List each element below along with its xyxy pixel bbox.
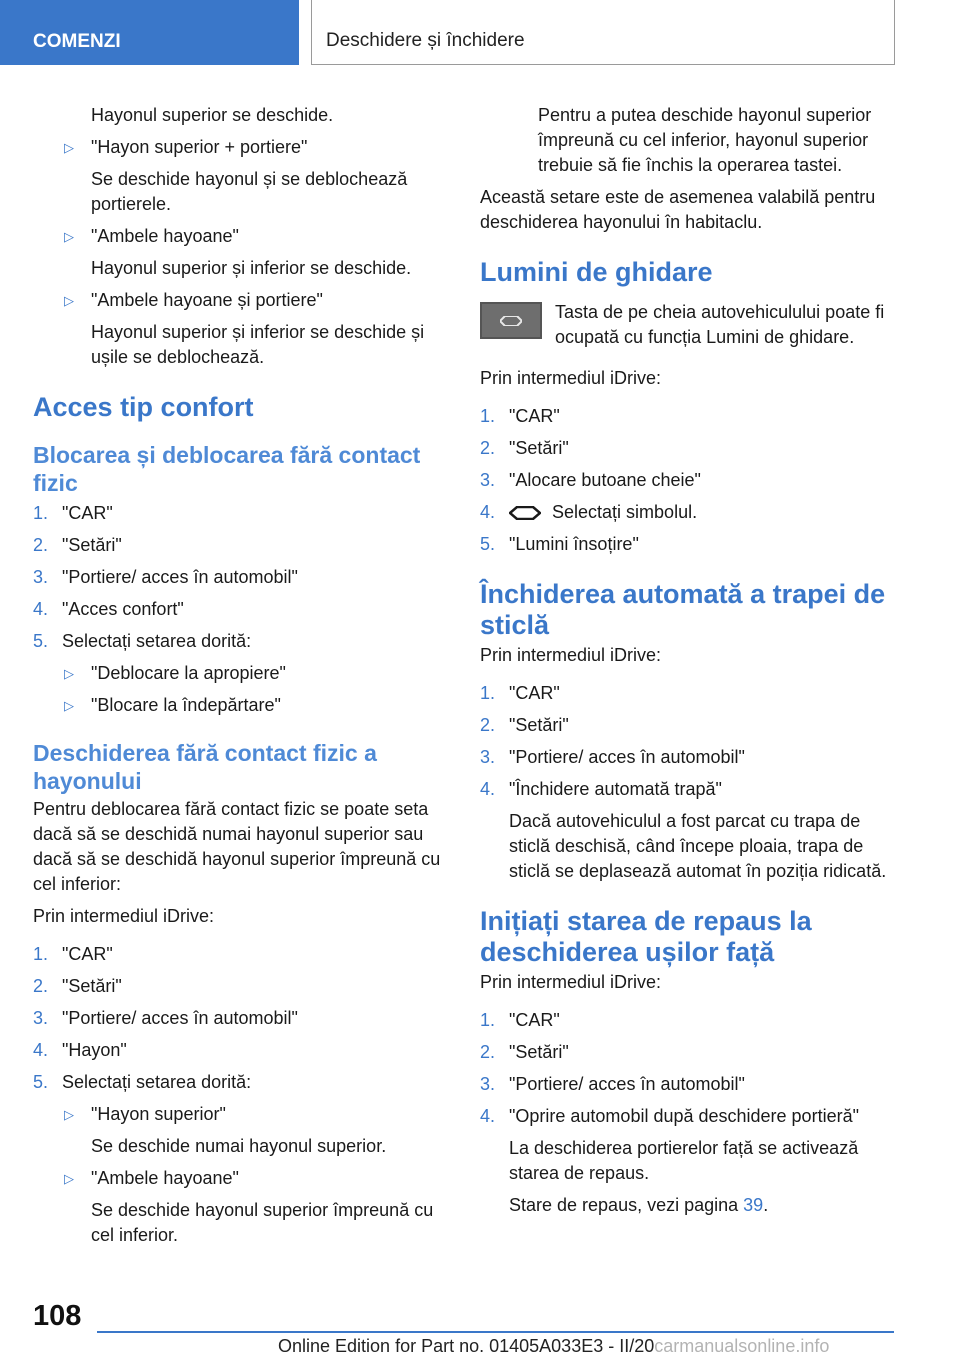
step-number: 5. <box>480 534 496 554</box>
option-desc: Hayonul superior și inferior se deschide. <box>91 258 412 278</box>
right-column <box>480 103 900 1225</box>
step-text: "CAR" <box>509 683 560 703</box>
lock-steps-list <box>33 501 448 654</box>
step-number: 5. <box>33 1072 49 1092</box>
list-item <box>480 777 900 802</box>
guide-steps-list <box>480 404 900 493</box>
list-item <box>33 597 448 622</box>
key-symbol-block <box>480 300 900 352</box>
option-desc: Se deschide hayonul și se deblochează portierele. <box>91 169 408 214</box>
step-number: 3. <box>480 747 496 767</box>
tailgate-text: Pentru deblocarea fără contact fizic se poate seta dacă să se deschidă numai hayonul superior sau dacă să se deschidă hayonul superior împreună cu cel inferior: <box>33 799 441 894</box>
continued-text: Pentru a putea deschide hayonul superior împreună cu cel inferior, hayonul superior trebuie să fie închis la operarea tastei. <box>538 105 872 175</box>
step-number: 4. <box>33 1040 49 1060</box>
step-text: "CAR" <box>509 1010 560 1030</box>
idrive-label: Prin intermediul iDrive: <box>33 906 215 926</box>
list-item <box>33 533 448 558</box>
step-text: "Portiere/ acces în automobil" <box>509 747 745 767</box>
diamond-icon <box>500 316 522 326</box>
also-valid-text: Această setare este de asemenea valabilă pentru deschiderea hayonului în habitaclu. <box>480 187 876 232</box>
tailgate-steps-list <box>33 942 448 1095</box>
step-text: "Setări" <box>62 535 122 555</box>
step-number: 1. <box>480 1010 496 1030</box>
list-item <box>480 681 900 706</box>
list-item <box>480 1040 900 1065</box>
intro-text: Hayonul superior se deschide. <box>91 105 334 125</box>
triangle-right-icon: ▷ <box>64 229 74 244</box>
step-number: 2. <box>33 976 49 996</box>
list-item <box>33 693 448 718</box>
step-number: 1. <box>33 944 49 964</box>
option-title: "Deblocare la apropiere" <box>91 663 286 683</box>
step-text: "Închidere automată trapă" <box>509 779 722 799</box>
list-item <box>480 500 900 525</box>
step-number: 4. <box>480 1106 496 1126</box>
section-title: COMENZI <box>33 31 121 52</box>
triangle-right-icon: ▷ <box>64 1171 74 1186</box>
step-number: 2. <box>480 715 496 735</box>
step-number: 1. <box>480 406 496 426</box>
rest-steps-list <box>480 1008 900 1129</box>
section-tab <box>0 0 299 65</box>
heading-keyless-lock: Blocarea și deblocarea fără contact fizic <box>33 442 421 496</box>
footer-divider <box>97 1331 894 1333</box>
list-item <box>33 942 448 967</box>
step-text: "Oprire automobil după deschidere portieră" <box>509 1106 859 1126</box>
option-title: "Ambele hayoane și portiere" <box>91 290 323 310</box>
reference-text: Stare de repaus, vezi pagina <box>509 1195 744 1215</box>
step-number: 3. <box>480 1074 496 1094</box>
option-title: "Hayon superior + portiere" <box>91 137 308 157</box>
step-text: "Setări" <box>509 715 569 735</box>
triangle-right-icon: ▷ <box>64 1107 74 1122</box>
step-text: "Alocare butoane cheie" <box>509 470 701 490</box>
step-number: 4. <box>480 779 496 799</box>
heading-comfort-access: Acces tip confort <box>33 392 254 422</box>
list-item <box>33 1102 448 1127</box>
triangle-right-icon: ▷ <box>64 698 74 713</box>
option-title: "Ambele hayoane" <box>91 226 239 246</box>
option-desc: Hayonul superior și inferior se deschide și ușile se deblochează. <box>91 322 425 367</box>
key-button-image <box>480 302 542 339</box>
list-item <box>33 288 448 313</box>
list-item <box>33 135 448 160</box>
list-item <box>480 1072 900 1097</box>
step-text: "Lumini însoțire" <box>509 534 639 554</box>
roof-steps-list <box>480 681 900 802</box>
footer-edition <box>278 1334 829 1358</box>
triangle-right-icon: ▷ <box>64 140 74 155</box>
step-text: "Portiere/ acces în automobil" <box>509 1074 745 1094</box>
step-text: "Acces confort" <box>62 599 184 619</box>
list-item <box>33 501 448 526</box>
step-text: "Setări" <box>509 438 569 458</box>
step-number: 3. <box>480 470 496 490</box>
step-text: Selectați simbolul. <box>552 502 698 522</box>
step-number: 4. <box>480 502 496 522</box>
step-text: "CAR" <box>62 944 113 964</box>
list-item <box>480 532 900 557</box>
page-number: 108 <box>33 1300 82 1332</box>
roof-desc: Dacă autovehiculul a fost parcat cu trapa de sticlă deschisă, când începe ploaia, trapa de sticlă se deplasează automat în poziția ridicată. <box>509 811 887 881</box>
triangle-right-icon: ▷ <box>64 666 74 681</box>
step-text: "CAR" <box>62 503 113 523</box>
step-text: Selectați setarea dorită: <box>62 631 252 651</box>
list-item <box>33 565 448 590</box>
list-item <box>33 629 448 654</box>
list-item <box>480 745 900 770</box>
option-desc: Se deschide numai hayonul superior. <box>91 1136 387 1156</box>
left-column <box>33 103 448 1255</box>
list-item <box>480 468 900 493</box>
option-title: "Hayon superior" <box>91 1104 226 1124</box>
step-text: Selectați setarea dorită: <box>62 1072 252 1092</box>
step-number: 1. <box>480 683 496 703</box>
edition-text: Online Edition for Part no. 01405A033E3 - II/20 <box>278 1336 655 1356</box>
step-number: 2. <box>480 438 496 458</box>
reference-end: . <box>763 1195 769 1215</box>
step-number: 3. <box>33 1008 49 1028</box>
list-item <box>33 1070 448 1095</box>
step-number: 2. <box>33 535 49 555</box>
idrive-label: Prin intermediul iDrive: <box>480 972 662 992</box>
step-text: "Portiere/ acces în automobil" <box>62 1008 298 1028</box>
rest-reference <box>480 1193 900 1218</box>
guide-text: Tasta de pe cheia autovehiculului poate fi ocupată cu funcția Lumini de ghidare. <box>555 302 885 347</box>
step-text: "CAR" <box>509 406 560 426</box>
option-title: "Ambele hayoane" <box>91 1168 239 1188</box>
step-number: 5. <box>33 631 49 651</box>
option-title: "Blocare la îndepărtare" <box>91 695 281 715</box>
chapter-tab <box>311 0 895 65</box>
list-item <box>480 713 900 738</box>
list-item <box>480 1104 900 1129</box>
list-item <box>33 1006 448 1031</box>
heading-rest-state: Inițiați starea de repaus la deschiderea ușilor față <box>480 906 812 967</box>
list-item <box>480 436 900 461</box>
step-number: 2. <box>480 1042 496 1062</box>
step-text: "Hayon" <box>62 1040 127 1060</box>
list-item <box>480 404 900 429</box>
list-item <box>33 1038 448 1063</box>
diamond-icon <box>509 506 541 520</box>
idrive-label: Prin intermediul iDrive: <box>480 645 662 665</box>
list-item <box>480 1008 900 1033</box>
heading-keyless-tailgate: Deschiderea fără contact fizic a hayonului <box>33 740 377 794</box>
list-item <box>33 974 448 999</box>
watermark-text: carmanualsonline.info <box>654 1336 830 1356</box>
step-text: "Setări" <box>509 1042 569 1062</box>
page-link[interactable]: 39 <box>743 1195 764 1215</box>
step-text: "Portiere/ acces în automobil" <box>62 567 298 587</box>
chapter-title: Deschidere și închidere <box>326 30 525 51</box>
step-number: 4. <box>33 599 49 619</box>
triangle-right-icon: ▷ <box>64 293 74 308</box>
step-text: "Setări" <box>62 976 122 996</box>
option-desc: Se deschide hayonul superior împreună cu cel inferior. <box>91 1200 434 1245</box>
heading-auto-roof: Închiderea automată a trapei de sticlă <box>480 579 886 640</box>
list-item <box>33 661 448 686</box>
rest-desc: La deschiderea portierelor față se activează starea de repaus. <box>509 1138 859 1183</box>
list-item <box>33 1166 448 1191</box>
heading-guide-lights: Lumini de ghidare <box>480 257 713 287</box>
step-number: 1. <box>33 503 49 523</box>
step-number: 3. <box>33 567 49 587</box>
list-item <box>33 224 448 249</box>
idrive-label: Prin intermediul iDrive: <box>480 368 662 388</box>
